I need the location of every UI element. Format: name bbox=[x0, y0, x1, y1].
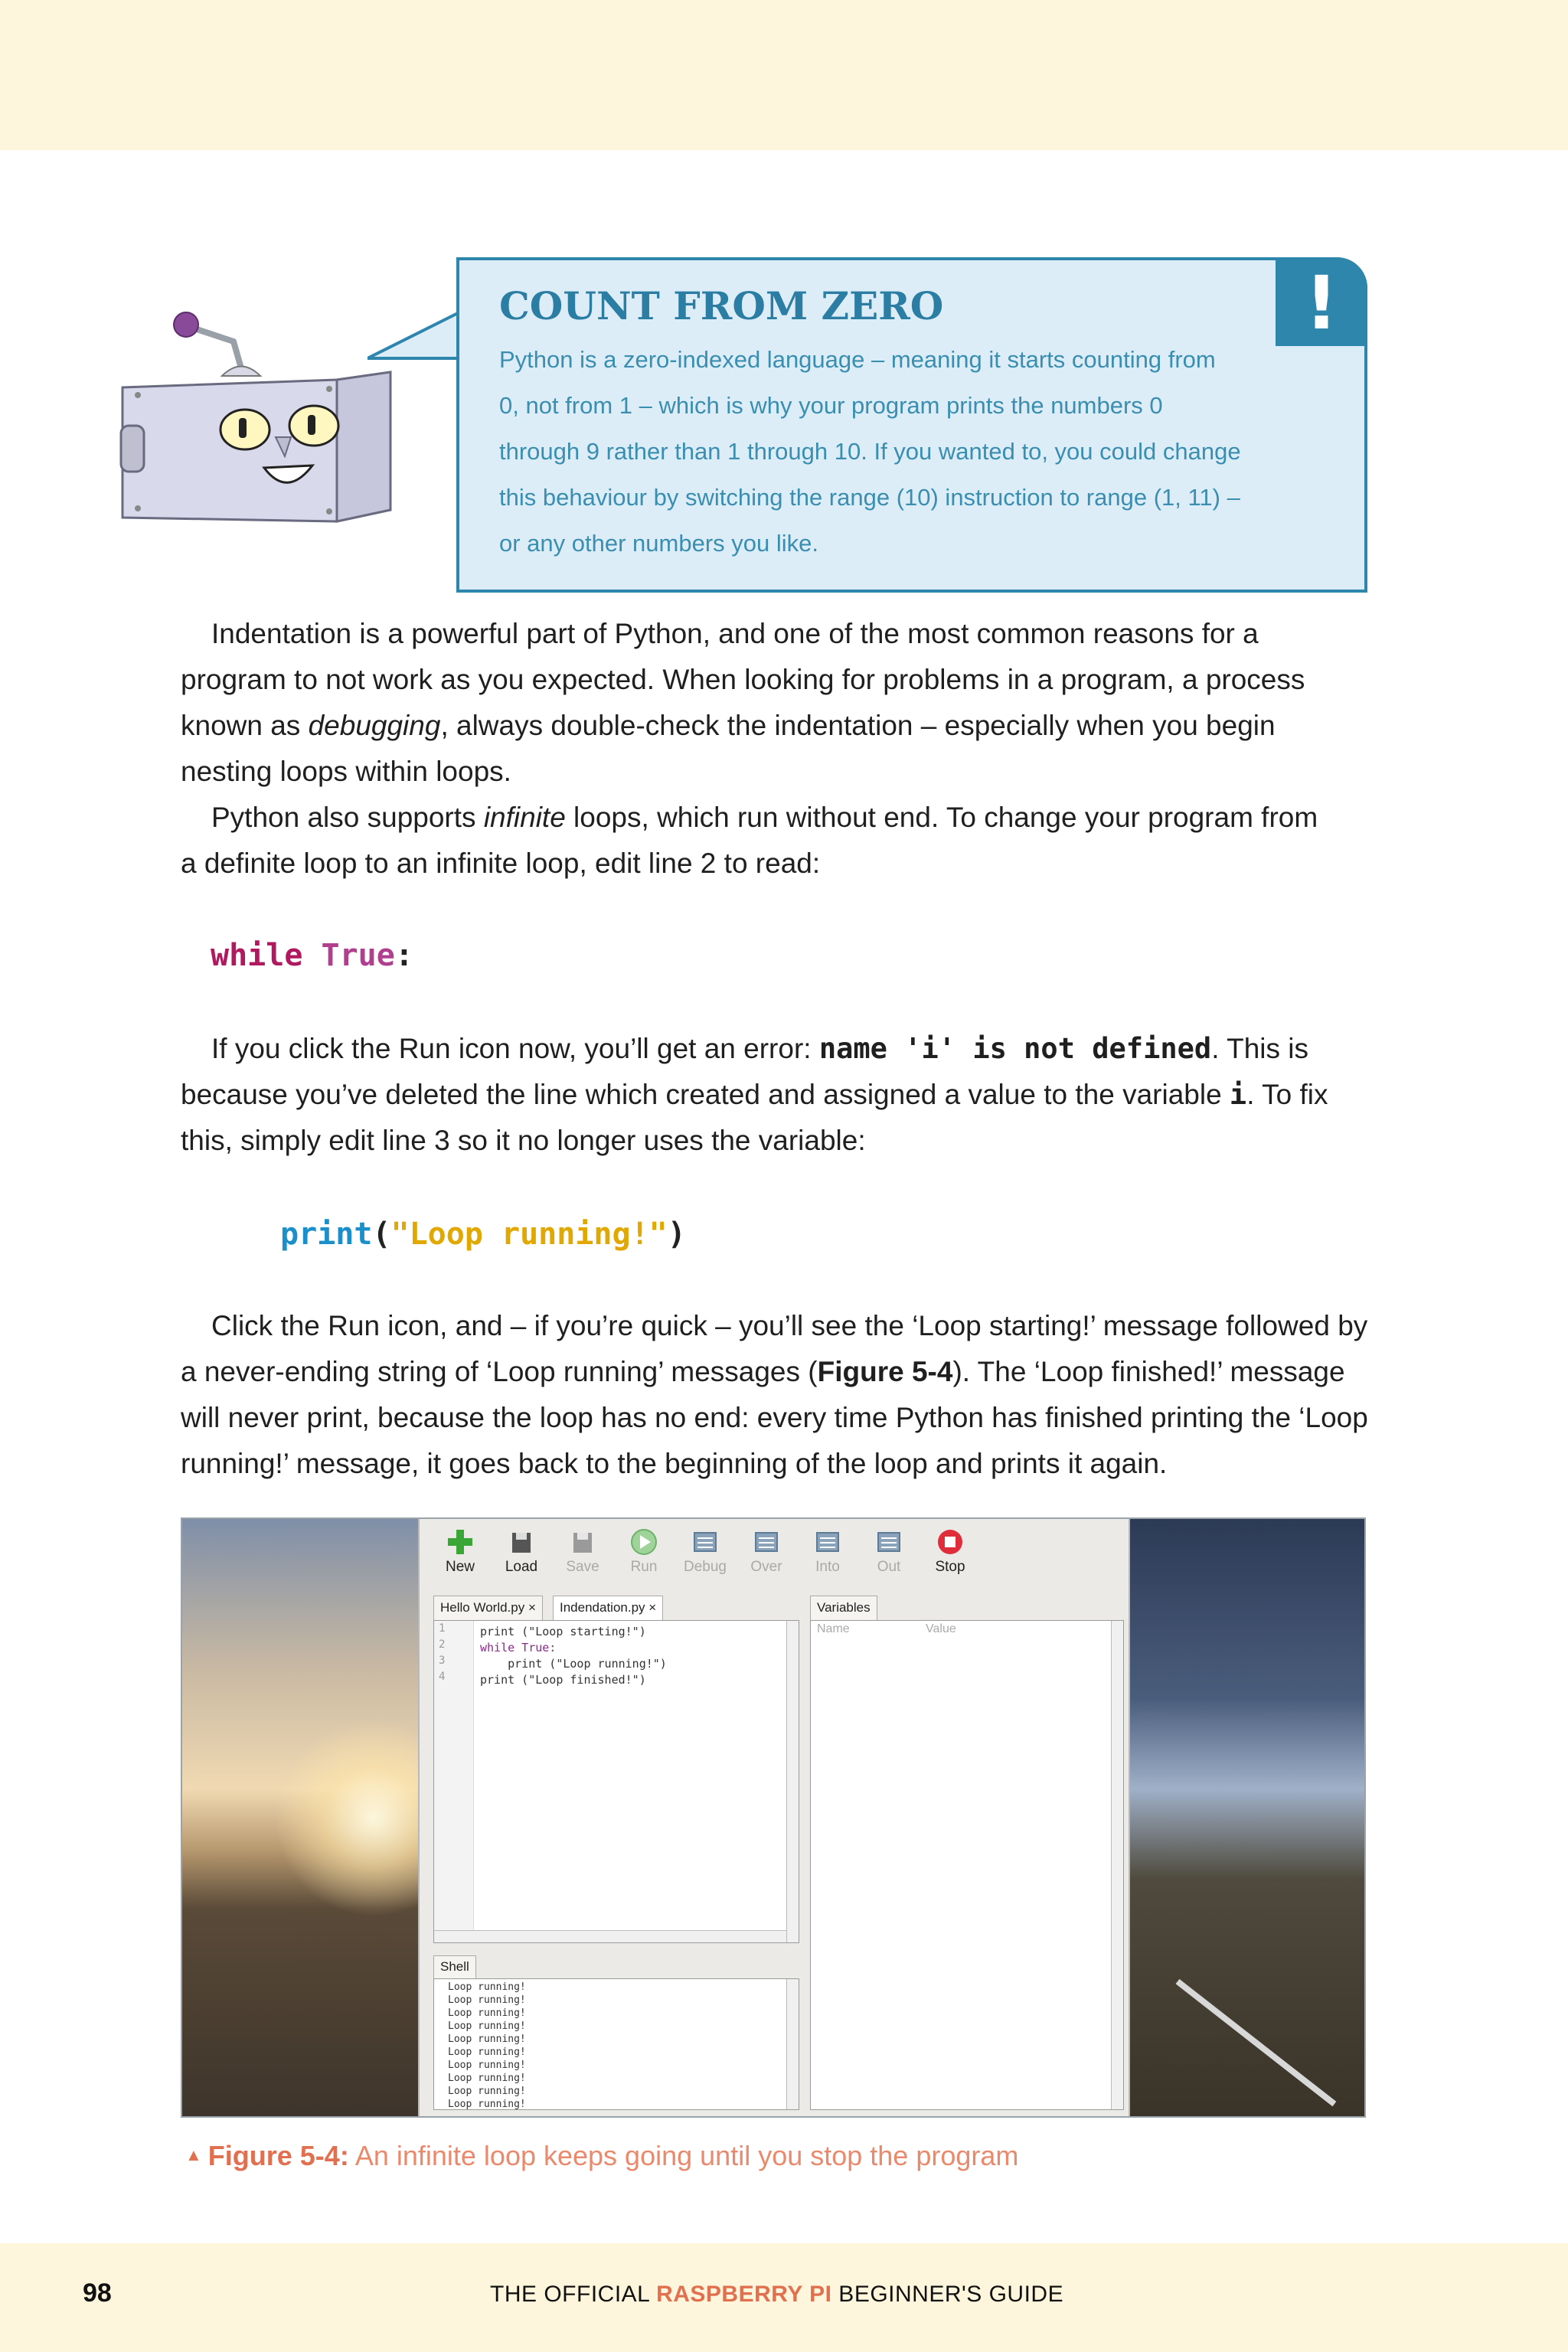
shell-line: Loop running! bbox=[448, 1981, 526, 1993]
step-over-icon bbox=[751, 1527, 782, 1557]
shell-line: Loop running! bbox=[448, 2047, 526, 2058]
paragraph-run-result bbox=[181, 1303, 1375, 1487]
text-line: a definite loop to an infinite loop, edit line 2 to read: bbox=[181, 848, 821, 879]
shell-line: Loop running! bbox=[448, 2099, 526, 2110]
variables-panel bbox=[810, 1620, 1124, 2110]
exclamation-icon: ! bbox=[1305, 260, 1338, 346]
caption-label: Figure 5-4: bbox=[207, 2140, 349, 2171]
step-out-icon bbox=[874, 1527, 904, 1557]
text-line: If you click the Run icon now, you’ll get an error: name 'i' is not defined. This is bbox=[211, 1032, 1308, 1065]
inline-code-variable: i bbox=[1229, 1078, 1247, 1111]
figure-caption bbox=[185, 2133, 1018, 2183]
figure-reference: Figure 5-4 bbox=[817, 1356, 953, 1387]
step-out-button[interactable]: Out bbox=[862, 1527, 916, 1588]
run-button[interactable]: Run bbox=[617, 1527, 671, 1588]
stop-button[interactable]: Stop bbox=[923, 1527, 977, 1588]
callout-line: through 9 rather than 1 through 10. If you wanted to, you could change bbox=[499, 438, 1241, 465]
editor-vertical-scrollbar[interactable] bbox=[786, 1621, 799, 1942]
editor-horizontal-scrollbar[interactable] bbox=[434, 1930, 786, 1942]
shell-line: Loop running! bbox=[448, 2060, 526, 2071]
variables-scrollbar[interactable] bbox=[1111, 1621, 1123, 2109]
code-lines bbox=[480, 1624, 667, 1688]
paragraph-infinite-loops bbox=[181, 795, 1375, 887]
variables-value-header: Value bbox=[926, 1622, 956, 1635]
save-button[interactable]: Save bbox=[556, 1527, 609, 1588]
callout-tail bbox=[368, 312, 467, 381]
tab-hello-world[interactable]: Hello World.py × bbox=[433, 1596, 543, 1620]
plus-icon bbox=[445, 1527, 475, 1557]
text-line: Click the Run icon, and – if you’re quick – you’ll see the ‘Loop starting!’ message followed by bbox=[211, 1310, 1368, 1341]
page-number: 98 bbox=[83, 2278, 112, 2308]
triangle-up-icon: ▲ bbox=[185, 2145, 202, 2164]
run-icon bbox=[629, 1527, 659, 1557]
footer-highlight: RASPBERRY PI bbox=[656, 2282, 832, 2307]
paragraph-error bbox=[181, 1026, 1375, 1164]
shell-line: Loop running! bbox=[448, 2086, 526, 2097]
text-line: Python also supports infinite loops, which run without end. To change your program from bbox=[211, 802, 1318, 833]
callout-flag bbox=[1276, 257, 1367, 346]
text-line: Indentation is a powerful part of Python, and one of the most common reasons for a bbox=[211, 618, 1259, 649]
load-button[interactable]: Load bbox=[495, 1527, 548, 1588]
new-button[interactable]: New bbox=[433, 1527, 487, 1588]
caption-text: An infinite loop keeps going until you stop the program bbox=[348, 2140, 1019, 2171]
emphasis-infinite: infinite bbox=[483, 802, 566, 833]
tab-indendation[interactable]: Indendation.py × bbox=[553, 1596, 663, 1620]
step-into-button[interactable]: Into bbox=[801, 1527, 854, 1588]
variables-name-header: Name bbox=[817, 1622, 850, 1635]
code-line: print ("Loop starting!") bbox=[480, 1625, 646, 1638]
callout-line: this behaviour by switching the range (10) instruction to range (1, 11) – bbox=[499, 484, 1240, 511]
code-editor[interactable] bbox=[433, 1620, 799, 1943]
shell-output bbox=[448, 1981, 526, 2110]
debug-icon bbox=[690, 1527, 720, 1557]
shell-line: Loop running! bbox=[448, 2007, 526, 2019]
robot-mascot bbox=[107, 303, 398, 548]
callout-title: COUNT FROM ZERO bbox=[499, 283, 944, 328]
shell-line: Loop running! bbox=[448, 2073, 526, 2084]
tab-variables[interactable]: Variables bbox=[810, 1596, 877, 1620]
code-print-loop-running: print("Loop running!") bbox=[280, 1217, 686, 1252]
callout-body bbox=[499, 337, 1295, 567]
top-band bbox=[0, 0, 1568, 150]
thonny-window bbox=[418, 1519, 1130, 2118]
save-icon bbox=[567, 1527, 598, 1557]
code-line: print ("Loop finished!") bbox=[480, 1673, 646, 1687]
shell-scrollbar[interactable] bbox=[786, 1979, 799, 2109]
text-line: nesting loops within loops. bbox=[181, 756, 511, 787]
callout-line: or any other numbers you like. bbox=[499, 530, 818, 557]
code-line: print ("Loop running!") bbox=[480, 1657, 667, 1671]
stop-icon bbox=[935, 1527, 965, 1557]
code-while-true: while True: bbox=[211, 938, 413, 973]
callout-line: 0, not from 1 – which is why your program prints the numbers 0 bbox=[499, 392, 1163, 419]
text-line: will never print, because the loop has no end: every time Python has finished printing the ‘Loop bbox=[181, 1402, 1368, 1433]
inline-code-error: name 'i' is not defined bbox=[818, 1032, 1212, 1065]
step-over-button[interactable]: Over bbox=[740, 1527, 793, 1588]
text-line: running!’ message, it goes back to the beginning of the loop and prints it again. bbox=[181, 1448, 1168, 1479]
line-number-gutter: 1 2 3 4 bbox=[434, 1621, 474, 1942]
text-line: known as debugging, always double-check the indentation – especially when you begin bbox=[181, 710, 1276, 741]
load-icon bbox=[506, 1527, 537, 1557]
paragraph-indentation bbox=[181, 611, 1375, 795]
shell-line: Loop running! bbox=[448, 2020, 526, 2032]
shell-panel[interactable] bbox=[433, 1978, 799, 2110]
figure-5-4-screenshot bbox=[181, 1517, 1366, 2118]
text-line: this, simply edit line 3 so it no longer uses the variable: bbox=[181, 1125, 866, 1156]
callout-line: Python is a zero-indexed language – meaning it starts counting from bbox=[499, 346, 1216, 373]
shell-line: Loop running! bbox=[448, 1994, 526, 2006]
emphasis-debugging: debugging bbox=[308, 710, 441, 741]
toolbar bbox=[420, 1519, 1132, 1592]
code-line: while True: bbox=[480, 1641, 557, 1655]
debug-button[interactable]: Debug bbox=[678, 1527, 732, 1588]
text-line: a never-ending string of ‘Loop running’ messages (Figure 5-4). The ‘Loop finished!’ message bbox=[181, 1356, 1345, 1387]
text-line: program to not work as you expected. When looking for problems in a program, a process bbox=[181, 664, 1305, 695]
step-into-icon bbox=[812, 1527, 843, 1557]
running-footer: THE OFFICIAL RASPBERRY PI BEGINNER'S GUIDE bbox=[490, 2282, 1064, 2307]
wallpaper-right bbox=[1129, 1519, 1366, 2118]
shell-line: Loop running! bbox=[448, 2034, 526, 2045]
text-line: because you’ve deleted the line which created and assigned a value to the variable i. To fix bbox=[181, 1078, 1328, 1111]
tab-shell[interactable]: Shell bbox=[433, 1955, 476, 1978]
